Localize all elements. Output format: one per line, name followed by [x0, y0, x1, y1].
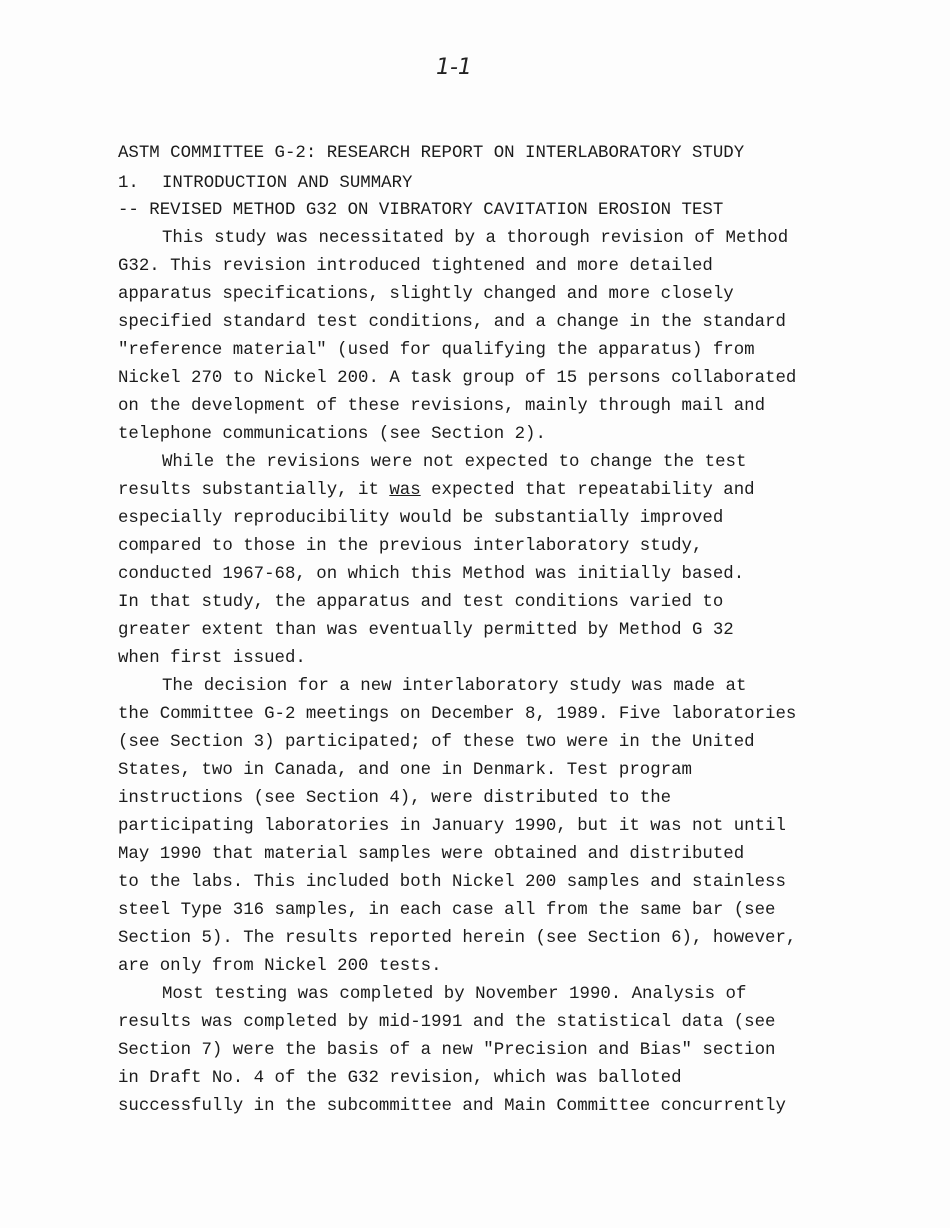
section-title: INTRODUCTION AND SUMMARY: [162, 174, 413, 193]
text-line: G32. This revision introduced tightened and more detailed: [118, 257, 713, 276]
body-text: [118, 225, 898, 1121]
text-run: expected that repeatability and: [420, 481, 755, 500]
paragraph: [118, 981, 898, 1121]
text-line: instructions (see Section 4), were distributed to the: [118, 789, 672, 808]
text-line: [118, 477, 898, 505]
text-line: This study was necessitated by a thorough revision of Method: [162, 229, 789, 248]
title-line-2: -- REVISED METHOD G32 ON VIBRATORY CAVITATION EROSION TEST: [118, 201, 724, 220]
text-line: "reference material" (used for qualifying the apparatus) from: [118, 341, 755, 360]
text-line: May 1990 that material samples were obtained and distributed: [118, 845, 745, 864]
text-line: are only from Nickel 200 tests.: [118, 957, 442, 976]
title-line-1: ASTM COMMITTEE G-2: RESEARCH REPORT ON INTERLABORATORY STUDY: [118, 144, 745, 163]
text-line: successfully in the subcommittee and Main Committee concurrently: [118, 1097, 786, 1116]
text-line: on the development of these revisions, mainly through mail and: [118, 397, 766, 416]
paragraph: [118, 225, 898, 449]
text-line: greater extent than was eventually permitted by Method G 32: [118, 621, 734, 640]
text-line: the Committee G-2 meetings on December 8, 1989. Five laboratories: [118, 705, 797, 724]
text-line: results was completed by mid-1991 and the statistical data (see: [118, 1013, 776, 1032]
text-line: in Draft No. 4 of the G32 revision, which was balloted: [118, 1069, 682, 1088]
text-line: Section 7) were the basis of a new "Precision and Bias" section: [118, 1041, 776, 1060]
underlined-word: was: [389, 481, 421, 500]
text-line: (see Section 3) participated; of these two were in the United: [118, 733, 755, 752]
text-line: While the revisions were not expected to change the test: [162, 453, 747, 472]
text-line: conducted 1967-68, on which this Method was initially based.: [118, 565, 745, 584]
text-line: The decision for a new interlaboratory study was made at: [162, 677, 747, 696]
paragraph: [118, 673, 898, 981]
text-line: Most testing was completed by November 1990. Analysis of: [162, 985, 747, 1004]
text-run: results substantially, it: [118, 481, 390, 500]
text-line: participating laboratories in January 1990, but it was not until: [118, 817, 786, 836]
section-number: 1.: [118, 174, 139, 193]
text-line: States, two in Canada, and one in Denmark. Test program: [118, 761, 692, 780]
text-line: Section 5). The results reported herein (see Section 6), however,: [118, 929, 797, 948]
text-line: to the labs. This included both Nickel 200 samples and stainless: [118, 873, 786, 892]
text-line: especially reproducibility would be substantially improved: [118, 509, 724, 528]
text-line: specified standard test conditions, and a change in the standard: [118, 313, 786, 332]
paragraph: [118, 449, 898, 673]
text-line: when first issued.: [118, 649, 306, 668]
text-line: Nickel 270 to Nickel 200. A task group of 15 persons collaborated: [118, 369, 797, 388]
text-line: In that study, the apparatus and test conditions varied to: [118, 593, 724, 612]
text-line: apparatus specifications, slightly changed and more closely: [118, 285, 734, 304]
text-line: steel Type 316 samples, in each case all from the same bar (see: [118, 901, 776, 920]
text-line: compared to those in the previous interlaboratory study,: [118, 537, 703, 556]
text-line: telephone communications (see Section 2).: [118, 425, 546, 444]
section-heading: [118, 174, 412, 193]
page-number: 1-1: [436, 55, 472, 80]
